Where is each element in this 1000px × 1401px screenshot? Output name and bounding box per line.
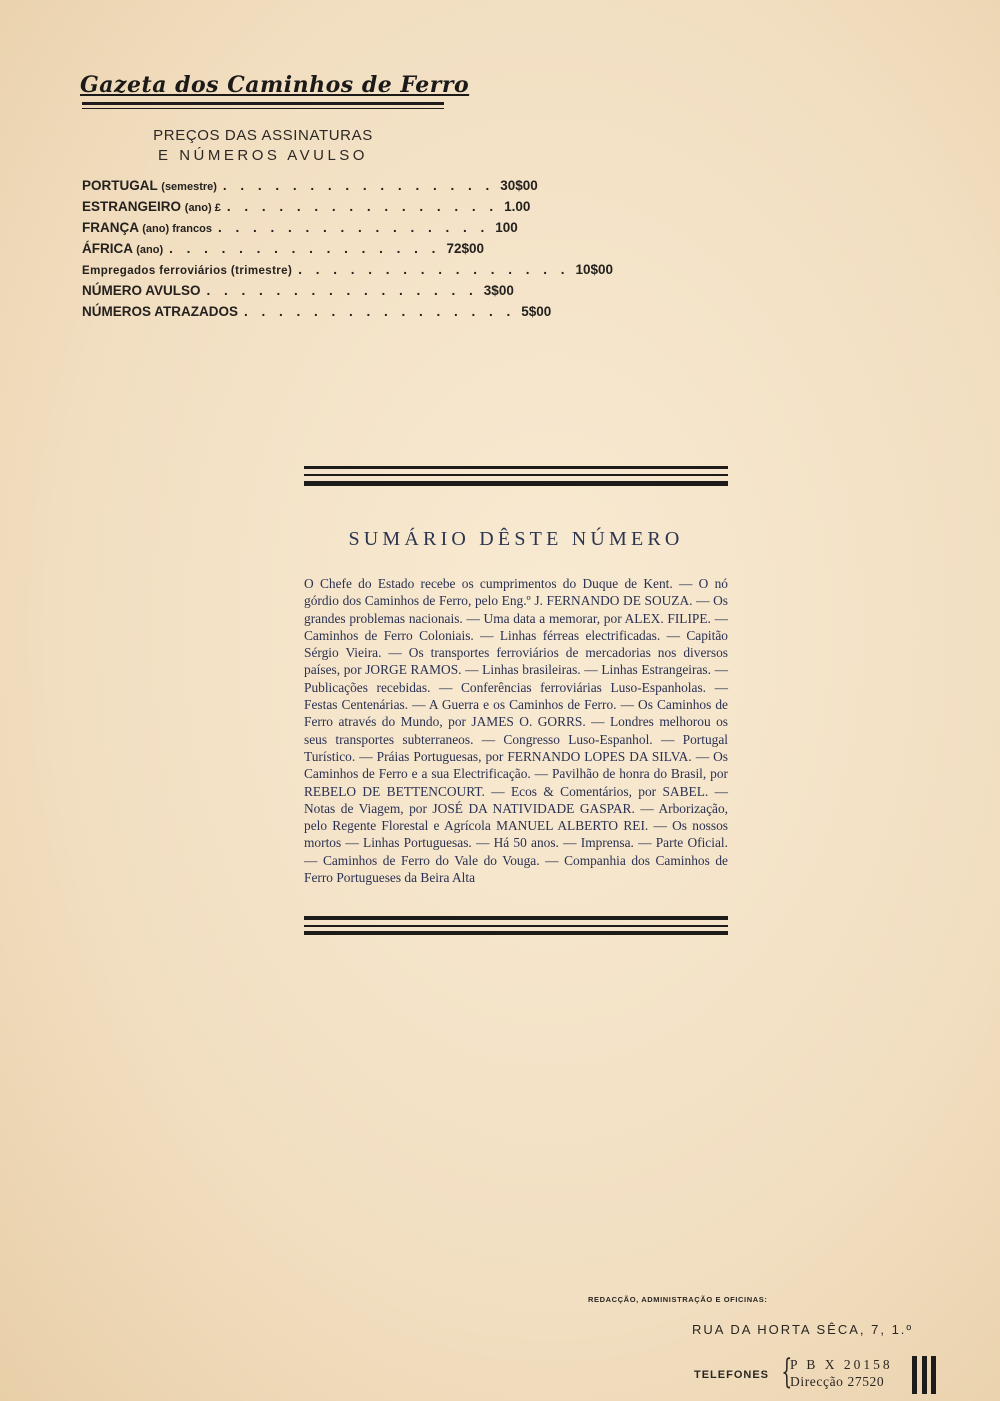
price-row-leader-dots: . . . . . . . . . . . . . . . . — [169, 241, 441, 256]
summary-bottom-rule — [304, 916, 728, 938]
price-row-value: 30$00 — [500, 178, 538, 193]
price-row — [82, 262, 614, 283]
prices-heading-line2 — [82, 147, 444, 164]
price-row-leader-dots: . . . . . . . . . . . . . . . . — [206, 283, 478, 298]
brace-icon: { — [781, 1352, 793, 1392]
price-row-label — [82, 199, 221, 214]
phone-direccao: Direcção 27520 — [790, 1374, 885, 1389]
price-row — [82, 178, 538, 199]
prices-heading-line2-text: E NÚMEROS AVULSO — [158, 147, 368, 164]
price-row-qualifier: (semestre) — [161, 181, 217, 193]
price-row-qualifier: (ano) £ — [184, 202, 221, 214]
price-row-value: 100 — [495, 220, 518, 235]
price-row — [82, 199, 531, 220]
price-row-label-main: PORTUGAL — [82, 178, 158, 193]
price-row-label — [82, 220, 212, 235]
price-row — [82, 220, 518, 241]
price-row-label — [82, 283, 201, 298]
triple-bar-ornament-icon — [912, 1356, 936, 1394]
summary-text: O Chefe do Estado recebe os cumprimentos do Duque de Kent. — O nó górdio dos Caminhos de Ferro, pelo Eng.º J. FERNANDO DE SOUZA. — Os grandes problemas nacionais. — Uma data a memorar, por ALEX. FILIPE. — Caminhos de Ferro Coloniais. — Linhas férreas electrificadas. — Capitão Sérgio Vieira. — Os transportes ferroviários de mercadorias nos diversos países, por JORGE RAMOS. — Linhas brasileiras. — Linhas Estrangeiras. — Publicações recebidas. — Conferências ferroviárias Luso-Espanholas. — Festas Centenárias. — A Guerra e os Caminhos de Ferro. — Os Caminhos de Ferro através do Mundo, por JAMES O. GORRS. — Londres melhorou os seus transportes subterraneos. — Congresso Luso-Espanhol. — Portugal Turístico. — Práias Portuguesas, por FERNANDO LOPES DA SILVA. — Os Caminhos de Ferro e a sua Electrificação. — Pavilhão de honra do Brasil, por REBELO DE BETTENCOURT. — Ecos & Comentários, por SABEL. — Notas de Viagem, por JOSÉ DA NATIVIDADE GASPAR. — Arborização, pelo Regente Florestal e Agrícola MANUEL ALBERTO REI. — Os nossos mortos — Linhas Portuguesas. — Há 50 anos. — Imprensa. — Parte Oficial. — Caminhos de Ferro do Vale do Vouga. — Companhia dos Caminhos de Ferro Portugueses da Beira Alta — [304, 576, 728, 886]
price-row-leader-dots: . . . . . . . . . . . . . . . . — [222, 178, 495, 193]
price-row-qualifier: (ano) — [136, 244, 164, 256]
price-row-label — [82, 262, 292, 277]
price-row-label — [82, 178, 217, 193]
price-row-leader-dots: . . . . . . . . . . . . . . . . — [226, 199, 499, 214]
price-row-label-main: NÚMEROS ATRAZADOS — [82, 304, 238, 319]
summary-title: SUMÁRIO DÊSTE NÚMERO — [348, 528, 684, 550]
summary-box — [304, 466, 728, 938]
footer-telefones-label: TELEFONES — [694, 1369, 770, 1381]
price-row-value: 1.00 — [504, 199, 531, 214]
price-row-value: 72$00 — [446, 241, 484, 256]
price-row-leader-dots: . . . . . . . . . . . . . . . . — [244, 304, 516, 319]
price-row-label-main: FRANÇA — [82, 220, 139, 235]
footer-phones — [790, 1356, 893, 1390]
price-row-qualifier: (ano) francos — [142, 223, 212, 235]
footer-office-label: REDACÇÃO, ADMINISTRAÇÃO E OFICINAS: — [588, 1295, 768, 1304]
price-table — [82, 178, 614, 325]
price-row-label-main: NÚMERO AVULSO — [82, 283, 201, 298]
summary-top-rule — [304, 466, 728, 488]
price-row-leader-dots: . . . . . . . . . . . . . . . . — [298, 262, 570, 277]
price-row-value: 10$00 — [575, 262, 614, 277]
footer-address: RUA DA HORTA SÊCA, 7, 1.º — [692, 1322, 914, 1337]
prices-heading-line1: PREÇOS DAS ASSINATURAS — [153, 127, 373, 144]
price-row-label-main: ÁFRICA — [82, 241, 133, 256]
price-row — [82, 241, 484, 262]
price-row-leader-dots: . . . . . . . . . . . . . . . . — [217, 220, 490, 235]
price-row — [82, 304, 552, 325]
price-row — [82, 283, 514, 304]
masthead-title: Gazeta dos Caminhos de Ferro — [80, 72, 470, 98]
price-row-value: 5$00 — [521, 304, 552, 319]
price-row-label-main: ESTRANGEIRO — [82, 199, 182, 214]
price-row-label — [82, 241, 163, 256]
price-row-value: 3$00 — [483, 283, 514, 298]
price-row-label — [82, 304, 238, 319]
price-row-label-main: Empregados ferroviários (trimestre) — [82, 265, 293, 277]
phone-pbx: P B X 20158 — [790, 1357, 893, 1372]
